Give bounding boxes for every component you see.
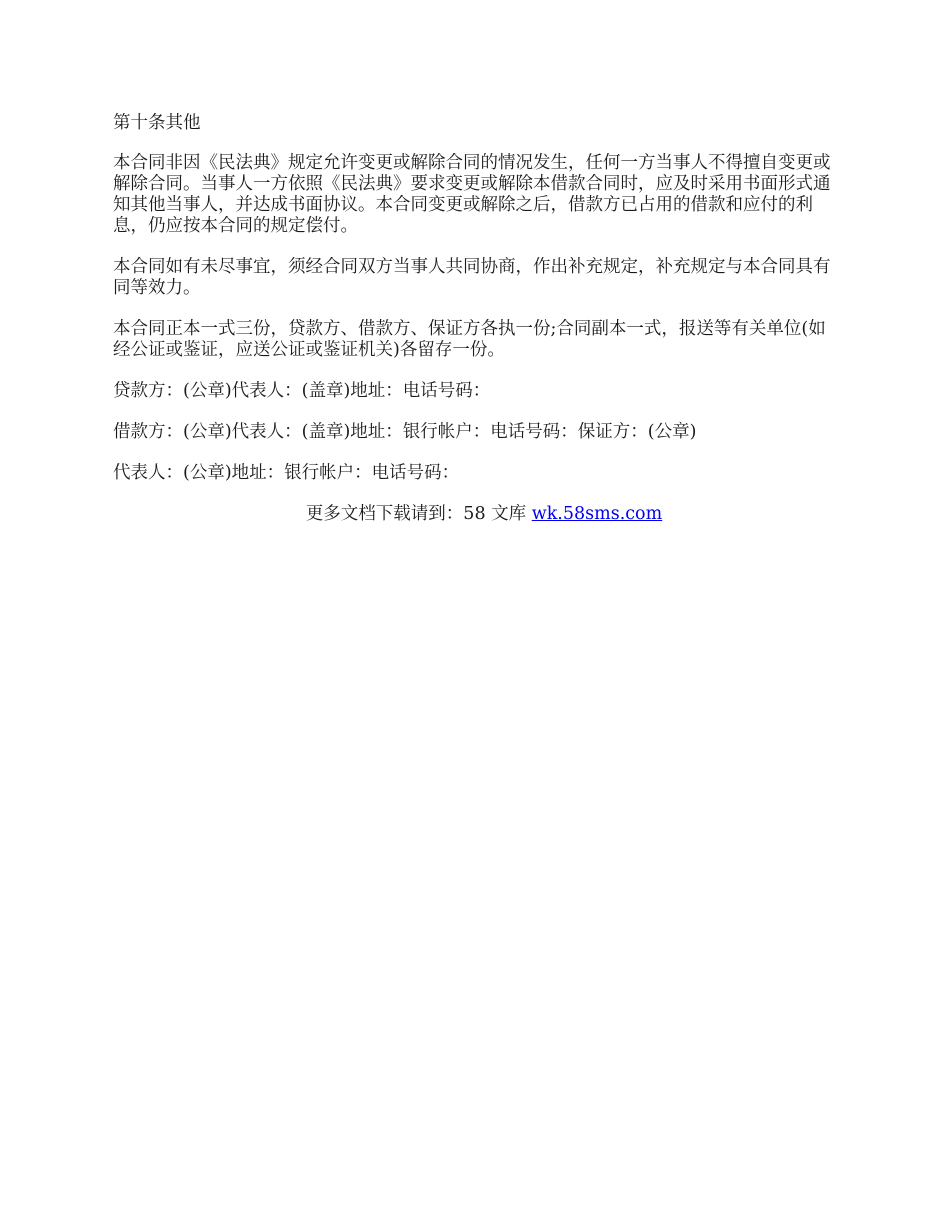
paragraph-copies: 本合同正本一式三份，贷款方、借款方、保证方各执一份;合同副本一式，报送等有关单位(如经公证或鉴证，应送公证或鉴证机关)各留存一份。	[113, 319, 826, 360]
footer-text: 更多文档下载请到：58 文库	[305, 504, 532, 524]
guarantor-signature-line: 代表人：(公章)地址：银行帐户：电话号码：	[113, 463, 460, 483]
borrower-signature-line: 借款方：(公章)代表人：(盖章)地址：银行帐户：电话号码：保证方：(公章)	[113, 422, 697, 442]
download-footer	[113, 504, 840, 525]
lender-signature-line: 贷款方：(公章)代表人：(盖章)地址：电话号码：	[113, 381, 491, 401]
section-heading: 第十条其他	[113, 113, 201, 133]
paragraph-supplement: 本合同如有未尽事宜，须经合同双方当事人共同协商，作出补充规定，补充规定与本合同具有同等效力。	[113, 257, 831, 298]
document-page	[113, 113, 840, 525]
paragraph-modification: 本合同非因《民法典》规定允许变更或解除合同的情况发生，任何一方当事人不得擅自变更或解除合同。当事人一方依照《民法典》要求变更或解除本借款合同时，应及时采用书面形式通知其他当事人，并达成书面协议。本合同变更或解除之后，借款方已占用的借款和应付的利息，仍应按本合同的规定偿付。	[113, 153, 831, 236]
footer-link[interactable]: wk.58sms.com	[531, 504, 663, 524]
